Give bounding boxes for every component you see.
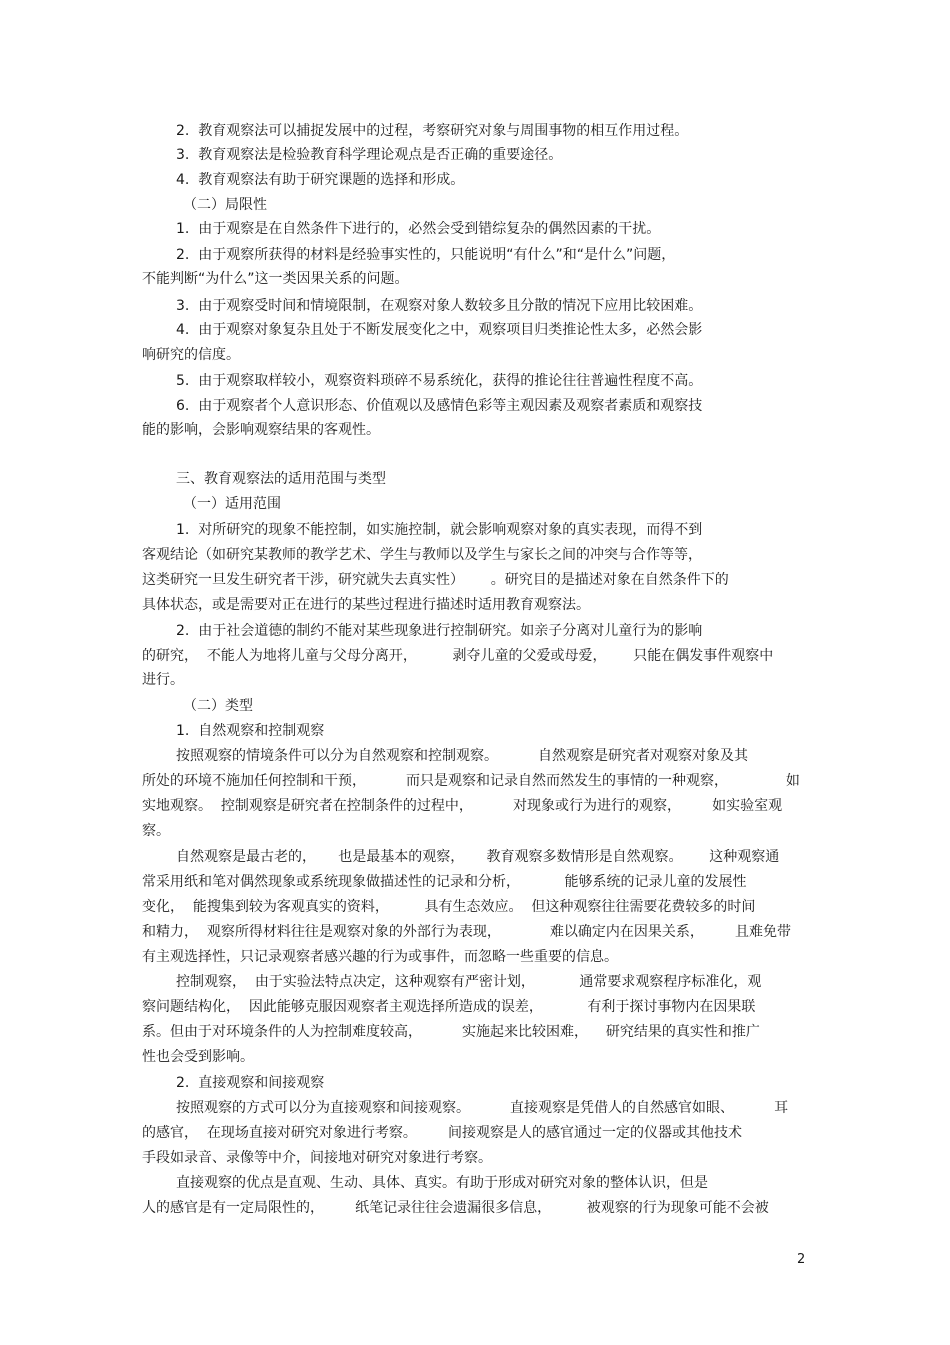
section-heading: （二）局限性	[183, 197, 267, 213]
text-line: 的研究， 不能人为地将儿童与父母分离开， 剥夺儿童的父爱或母爱， 只能在偶发事件观察中	[142, 648, 774, 664]
text-line: 4. 由于观察对象复杂且处于不断发展变化之中，观察项目归类推论性太多，必然会影	[176, 322, 703, 338]
text-line: 1. 由于观察是在自然条件下进行的，必然会受到错综复杂的偶然因素的干扰。	[176, 221, 661, 237]
text-line: 按照观察的方式可以分为直接观察和间接观察。 直接观察是凭借人的自然感官如眼、 耳	[176, 1100, 789, 1116]
text-line: 2. 由于观察所获得的材料是经验事实性的，只能说明“有什么”和“是什么”问题，	[176, 247, 676, 263]
text-line: 3. 由于观察受时间和情境限制，在观察对象人数较多且分散的情况下应用比较困难。	[176, 298, 703, 314]
text-line: 2. 教育观察法可以捕捉发展中的过程，考察研究对象与周围事物的相互作用过程。	[176, 123, 689, 139]
text-line: 5. 由于观察取样较小，观察资料琐碎不易系统化，获得的推论往往普遍性程度不高。	[176, 373, 703, 389]
text-line: 3. 教育观察法是检验教育科学理论观点是否正确的重要途径。	[176, 147, 563, 163]
text-line: 和精力， 观察所得材料往往是观察对象的外部行为表现， 难以确定内在因果关系， 且难免带	[142, 924, 792, 940]
text-line: 这类研究一旦发生研究者干涉，研究就失去真实性） 。研究目的是描述对象在自然条件下的	[142, 572, 729, 588]
text-line: 2. 由于社会道德的制约不能对某些现象进行控制研究。如亲子分离对儿童行为的影响	[176, 623, 703, 639]
text-line: 人的感官是有一定局限性的， 纸笔记录往往会遗漏很多信息， 被观察的行为现象可能不会被	[142, 1200, 769, 1216]
text-line: 响研究的信度。	[142, 347, 240, 363]
text-line: 所处的环境不施加任何控制和干预， 而只是观察和记录自然而然发生的事情的一种观察， 如	[142, 773, 800, 789]
text-line: 手段如录音、录像等中介，间接地对研究对象进行考察。	[142, 1150, 492, 1166]
text-line: 系。但由于对环境条件的人为控制难度较高， 实施起来比较困难， 研究结果的真实性和推广	[142, 1024, 760, 1040]
subsection-heading: 1. 自然观察和控制观察	[176, 723, 325, 739]
text-line: 4. 教育观察法有助于研究课题的选择和形成。	[176, 172, 465, 188]
text-line: 不能判断“为什么”这一类因果关系的问题。	[142, 271, 409, 287]
text-line: 常采用纸和笔对偶然现象或系统现象做描述性的记录和分析， 能够系统的记录儿童的发展性	[142, 874, 747, 890]
text-line: 自然观察是最古老的， 也是最基本的观察， 教育观察多数情形是自然观察。 这种观察通	[176, 849, 780, 865]
page-number: 2	[797, 1252, 806, 1267]
text-line: 进行。	[142, 672, 184, 688]
text-line: 的感官， 在现场直接对研究对象进行考察。 间接观察是人的感官通过一定的仪器或其他技术	[142, 1125, 743, 1141]
subsection-heading: 2. 直接观察和间接观察	[176, 1075, 325, 1091]
text-line: 察问题结构化， 因此能够克服因观察者主观选择所造成的误差， 有利于探讨事物内在因果联	[142, 999, 756, 1015]
text-line: 察。	[142, 823, 170, 839]
text-line: 性也会受到影响。	[142, 1049, 254, 1065]
text-line: 能的影响，会影响观察结果的客观性。	[142, 422, 380, 438]
text-line: 按照观察的情境条件可以分为自然观察和控制观察。 自然观察是研究者对观察对象及其	[176, 748, 749, 764]
section-heading: （一）适用范围	[183, 496, 281, 512]
text-line: 实地观察。 控制观察是研究者在控制条件的过程中， 对现象或行为进行的观察， 如实验室观	[142, 798, 783, 814]
text-line: 直接观察的优点是直观、生动、具体、真实。有助于形成对研究对象的整体认识，但是	[176, 1175, 708, 1191]
text-line: 客观结论（如研究某教师的教学艺术、学生与教师以及学生与家长之间的冲突与合作等等，	[142, 547, 702, 563]
section-heading: （二）类型	[183, 698, 253, 714]
text-line: 6. 由于观察者个人意识形态、价值观以及感情色彩等主观因素及观察者素质和观察技	[176, 398, 703, 414]
text-line: 控制观察， 由于实验法特点决定，这种观察有严密计划， 通常要求观察程序标准化，观	[176, 974, 762, 990]
text-line: 具体状态，或是需要对正在进行的某些过程进行描述时适用教育观察法。	[142, 597, 590, 613]
text-line: 有主观选择性，只记录观察者感兴趣的行为或事件，而忽略一些重要的信息。	[142, 949, 618, 965]
chapter-heading: 三、教育观察法的适用范围与类型	[176, 471, 386, 487]
text-line: 1. 对所研究的现象不能控制，如实施控制，就会影响观察对象的真实表现，而得不到	[176, 522, 703, 538]
text-line: 变化， 能搜集到较为客观真实的资料， 具有生态效应。 但这种观察往往需要花费较多的时间	[142, 899, 756, 915]
